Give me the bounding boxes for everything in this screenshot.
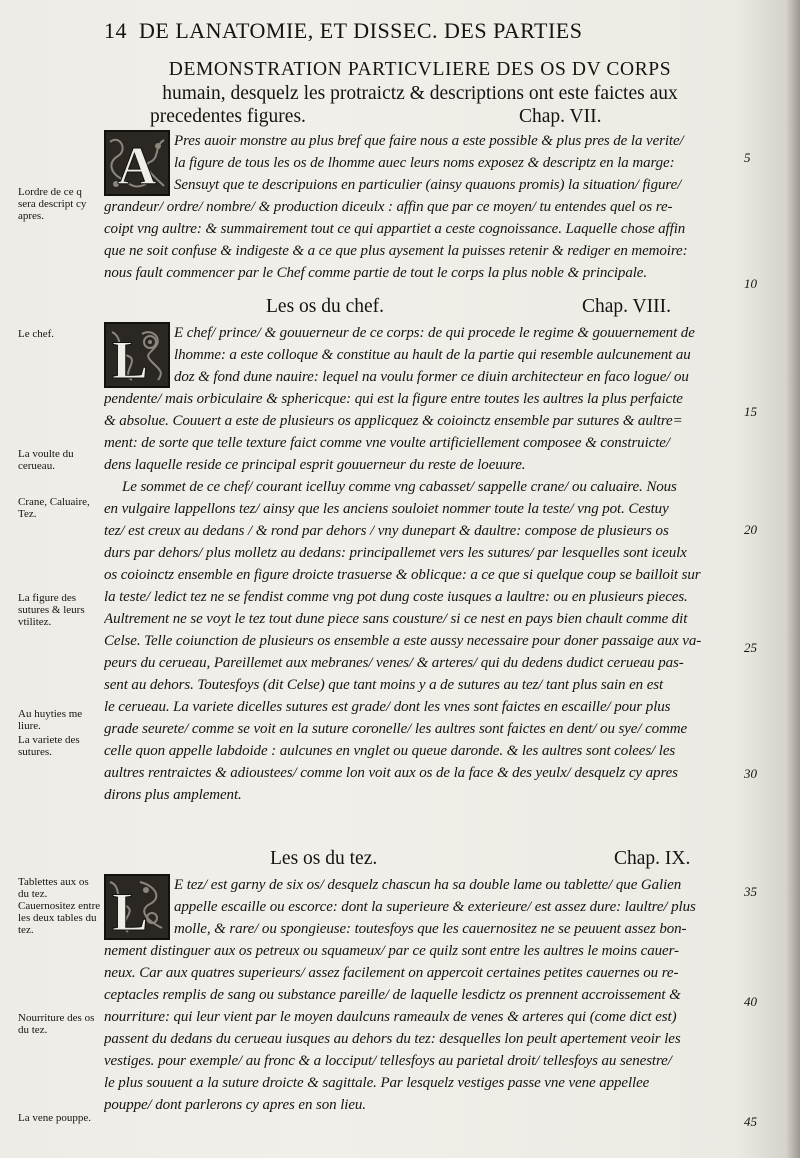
text-line: celle quon appelle labdoide : aulcunes en vnglet ou queue daronde. & les aultres sont colees/ les <box>104 743 676 759</box>
initial-l-letter: L <box>111 330 149 386</box>
chapter-vii-label: Chap. VII. <box>519 106 602 127</box>
text-line: dirons plus amplement. <box>104 787 242 803</box>
chapter-ix-label: Chap. IX. <box>614 848 691 869</box>
text-line: la teste/ ledict tez ne se fendist comme vng pot dung coste iusques a laultre: ou en plusieurs pieces. <box>104 589 688 605</box>
running-head <box>104 18 744 44</box>
text-line: ceptacles remplis de sang ou substance pareille/ de laquelle lesdictz os prennent accroissement & <box>104 987 681 1003</box>
text-line: doz & fond dune nauire: lequel na voulu former ce diuin architecteur en faco logue/ ou <box>174 369 689 385</box>
text-line: peurs du cerueau, Pareillemet aux mebranes/ venes/ & arteres/ qui du dedens dudict cerueau pas- <box>104 655 684 671</box>
text-line: Celse. Telle coiunction de plusieurs os ensemble a este aussy necessaire pour doner passaige aux va- <box>104 633 702 649</box>
line-number: 10 <box>744 276 757 291</box>
margin-note-voulte: La voulte du cerueau. <box>18 448 74 472</box>
margin-note-vene-pouppe: La vene pouppe. <box>18 1112 91 1124</box>
margin-note-crane: Crane, Caluaire, Tez. <box>18 496 90 520</box>
text-line: Le sommet de ce chef/ courant icelluy comme vng cabasset/ sappelle crane/ ou caluaire. Nous <box>122 479 677 495</box>
page-number: 14 <box>104 18 127 43</box>
text-line: appelle escaille ou escorce: dont la superieure & exterieure/ est assez dure: laultre/ plus <box>174 899 696 915</box>
margin-note-chef: Le chef. <box>18 328 55 340</box>
text-line: neux. Car aux quatres superieurs/ assez facilement on appercoit certaines petites cauernes ou re- <box>104 965 679 981</box>
text-line: la figure de tous les os de lhomme auec leurs noms exposez & descriptz en la marge: <box>174 155 675 171</box>
text-line: Aultrement ne se voyt le tez tout dune piece sans cousture/ si ce nest en pays bien chault comme dit <box>104 611 688 627</box>
margin-note-ordre: Lordre de ce q sera descript cy apres. <box>18 186 87 222</box>
section-1-text <box>104 130 738 284</box>
text-line: & absolue. Couuert a este de plusieurs os applicquez & coioinctz ensemble par sutures & aultre= <box>104 413 683 429</box>
section-heading-os-du-chef: Les os du chef. <box>266 296 385 317</box>
text-line: que ne soit confuse & indigeste & a ce que plus aysement la puisses retenir & rediger en memoire: <box>104 243 688 259</box>
line-number: 20 <box>744 522 757 537</box>
text-line: sent au dehors. Toutesfoys (dit Celse) que tant moins y a de sutures au tez/ tant plus sain en est <box>104 677 664 693</box>
title-line-2: humain, desquelz les protraictz & descriptions ont este faictes aux <box>162 83 678 104</box>
line-number: 45 <box>744 1114 757 1129</box>
margin-note-huytiesme: Au huyties me liure. <box>18 708 83 732</box>
text-line: le plus souuent a la suture droicte & sagittale. Par lesquelz vestiges passe vne vene appellee <box>104 1075 650 1091</box>
text-line: grandeur/ ordre/ nombre/ & production diceulx : affin que par ce moyen/ tu entendes quel os re- <box>104 199 673 215</box>
margin-note-tablettes: Tablettes aux os du tez. Cauernositez entre les deux tables du tez. <box>18 876 101 936</box>
margin-note-variete: La variete des sutures. <box>18 734 80 758</box>
text-line: E chef/ prince/ & gouuerneur de ce corps: de qui procede le regime & gouuernement de <box>174 325 695 341</box>
text-line: pendente/ mais orbiculaire & sphericque: qui est la figure entre toutes les aultres la plus perfaicte <box>104 391 683 407</box>
section-3-text <box>104 874 738 1116</box>
text-line: tez/ est creux au dedans / & rond par dehors / vny dunepart & daultre: compose de plusieurs os <box>104 523 669 539</box>
line-number: 30 <box>744 766 757 781</box>
margin-note-nourriture: Nourriture des os du tez. <box>18 1012 95 1036</box>
text-line: ment: de sorte que telle texture faict comme vne voulte artificiellement composee & construicte/ <box>104 435 670 451</box>
section-heading-os-du-tez: Les os du tez. <box>270 848 378 869</box>
text-line: lhomme: a este colloque & constitue au hault de la partie qui resemble aulcunement au <box>174 347 691 363</box>
page-gutter-shadow <box>786 0 800 1158</box>
text-line: le cerueau. La variete dicelles sutures est grade/ dont les vnes sont faictes en escaille/ pour plus <box>104 699 671 715</box>
text-line: nement distinguer aux os petreux ou squameux/ par ce quilz sont entre les aultres le moins cauer- <box>104 943 679 959</box>
line-number: 5 <box>744 150 751 165</box>
text-line: E tez/ est garny de six os/ desquelz chascun ha sa double lame ou tablette/ que Galien <box>174 877 682 893</box>
line-number: 35 <box>744 884 757 899</box>
text-line: durs par dehors/ plus molletz au dedans: principallemet vers les sutures/ par lesquelles sont iceulx <box>104 545 687 561</box>
text-line: nous fault commencer par le Chef comme partie de tout le corps la plus noble & principale. <box>104 265 647 281</box>
text-line: vestiges. pour exemple/ au fronc & a locciput/ tellesfoys au parietal droit/ tellesfoys au senestre/ <box>104 1053 672 1069</box>
margin-note-figure-sutures: La figure des sutures & leurs vtilitez. <box>18 592 85 628</box>
text-line: molle, & rare/ ou spongieuse: toutesfoys que les cauernositez ne se peuuent assez bon- <box>174 921 687 937</box>
chapter-viii-label: Chap. VIII. <box>582 296 671 317</box>
text-line: passent du dedans du cerueau iusques au dehors du tez: desquelles lon peult apertement veoir les <box>104 1031 681 1047</box>
text-line: os coioinctz ensemble en figure droicte trasuerse & oblicque: a ce que si quelque coup se bailloit sur <box>104 567 701 583</box>
line-number: 40 <box>744 994 757 1009</box>
text-line: en vulgaire lappellons tez/ ainsy que les anciens souloiet nommer toute la teste/ vng pot. Cestuy <box>104 501 669 517</box>
running-head-title: DE LANATOMIE, ET DISSEC. DES PARTIES <box>139 18 583 43</box>
initial-l2-letter: L <box>111 882 149 938</box>
page-title <box>100 58 740 106</box>
text-line: pouppe/ dont parlerons cy apres en son lieu. <box>104 1097 366 1113</box>
text-line: Sensuyt que te descripuions en particulier (ainsy quauons promis) la situation/ figure/ <box>174 177 682 193</box>
text-line: grade seurete/ comme se voit en la suture coronelle/ les aultres sont faictes en dent/ ou sye/ comme <box>104 721 688 737</box>
text-line: Pres auoir monstre au plus bref que faire nous a este possible & plus pres de la verite/ <box>174 133 684 149</box>
text-line: coipt vng aultre: & summairement tout ce qui appartiet a ceste cognoissance. Laquelle chose affin <box>104 221 686 237</box>
title-line-3: precedentes figures. <box>150 106 306 127</box>
text-line: aultres rentraictes & adioustees/ comme lon voit aux os de la face & des yeulx/ desquelz cy apres <box>104 765 678 781</box>
text-line: nourriture: qui leur vient par le moyen daulcuns rameaulx de venes & arteres qui (come dict est) <box>104 1009 677 1025</box>
text-line: dens laquelle reside ce principal esprit gouuerneur du reste de loeuure. <box>104 457 526 473</box>
section-2-text <box>104 322 738 806</box>
title-line-1: DEMONSTRATION PARTICVLIERE DES OS DV CORPS <box>168 59 672 80</box>
line-number: 25 <box>744 640 757 655</box>
initial-a-letter: A <box>117 136 157 194</box>
line-number: 15 <box>744 404 757 419</box>
